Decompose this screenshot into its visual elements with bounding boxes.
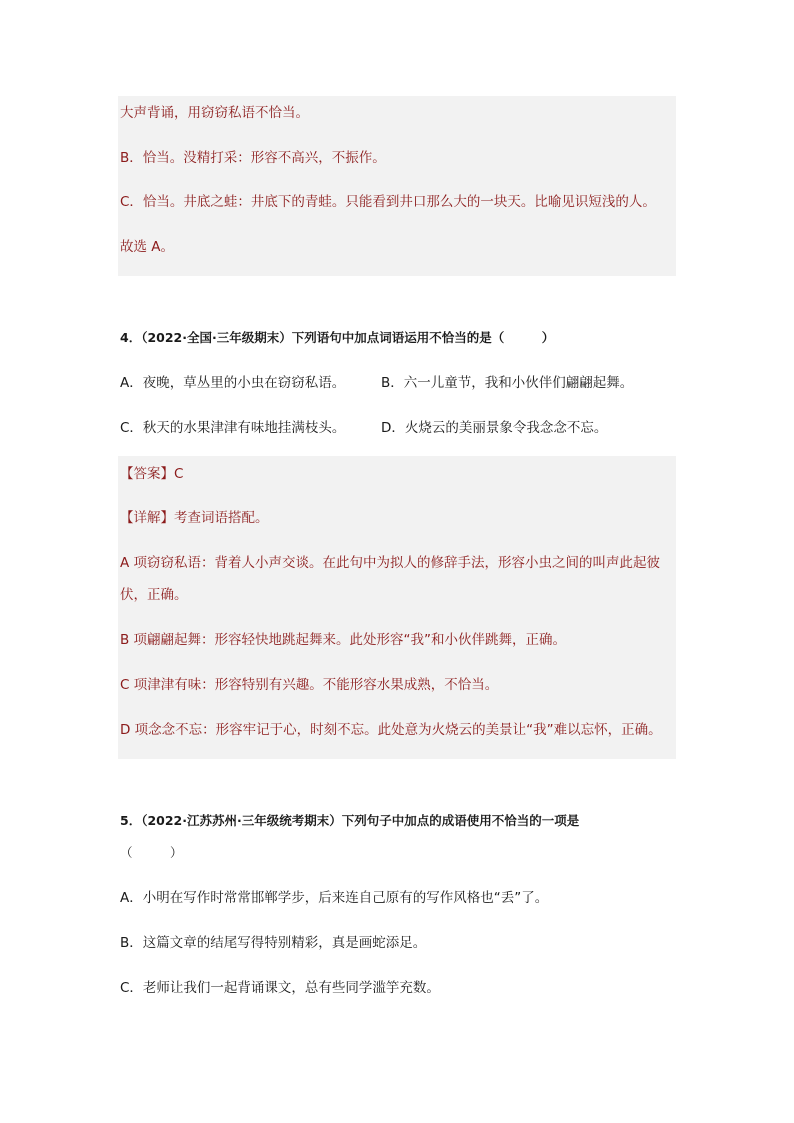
- q4-explain-line: D 项念念不忘：形容牢记于心，时刻不忘。此处意为火烧云的美景让“我”难以忘怀，正确。: [120, 722, 662, 738]
- question-5-paren: （ ）: [120, 845, 183, 860]
- q4-option-a: A．夜晚，草丛里的小虫在窃窃私语。: [120, 375, 346, 391]
- q4-answer: 【答案】C: [120, 466, 184, 482]
- prev-answer-box: [118, 96, 676, 276]
- prev-answer-line: 大声背诵，用窃窃私语不恰当。: [120, 105, 309, 121]
- q4-option-c: C．秋天的水果津津有味地挂满枝头。: [120, 420, 346, 436]
- q4-explain-line: 伏，正确。: [120, 587, 188, 603]
- prev-answer-line: C．恰当。井底之蛙：井底下的青蛙。只能看到井口那么大的一块天。比喻见识短浅的人。: [120, 194, 656, 210]
- q4-answer-box: [118, 456, 676, 759]
- q4-explain-line: C 项津津有味：形容特别有兴趣。不能形容水果成熟，不恰当。: [120, 677, 499, 693]
- q4-option-d: D．火烧云的美丽景象令我念念不忘。: [381, 420, 608, 436]
- question-5-stem: 5．（2022·江苏苏州·三年级统考期末）下列句子中加点的成语使用不恰当的一项是: [120, 813, 580, 828]
- q5-option-c: C．老师让我们一起背诵课文，总有些同学滥竽充数。: [120, 980, 440, 996]
- q4-explain-line: A 项窃窃私语：背着人小声交谈。在此句中为拟人的修辞手法，形容小虫之间的叫声此起彼: [120, 555, 661, 571]
- prev-answer-line: B．恰当。没精打采：形容不高兴，不振作。: [120, 150, 386, 166]
- q5-option-a: A．小明在写作时常常邯郸学步，后来连自己原有的写作风格也“丢”了。: [120, 890, 549, 906]
- q4-detail: 【详解】考查词语搭配。: [120, 510, 269, 526]
- q5-option-b: B．这篇文章的结尾写得特别精彩，真是画蛇添足。: [120, 935, 427, 951]
- q4-explain-line: B 项翩翩起舞：形容轻快地跳起舞来。此处形容“我”和小伙伴跳舞，正确。: [120, 632, 567, 648]
- prev-answer-line: 故选 A。: [120, 239, 175, 255]
- q4-option-b: B．六一儿童节，我和小伙伴们翩翩起舞。: [381, 375, 634, 391]
- question-4-stem: 4．（2022·全国·三年级期末）下列语句中加点词语运用不恰当的是（ ）: [120, 330, 555, 345]
